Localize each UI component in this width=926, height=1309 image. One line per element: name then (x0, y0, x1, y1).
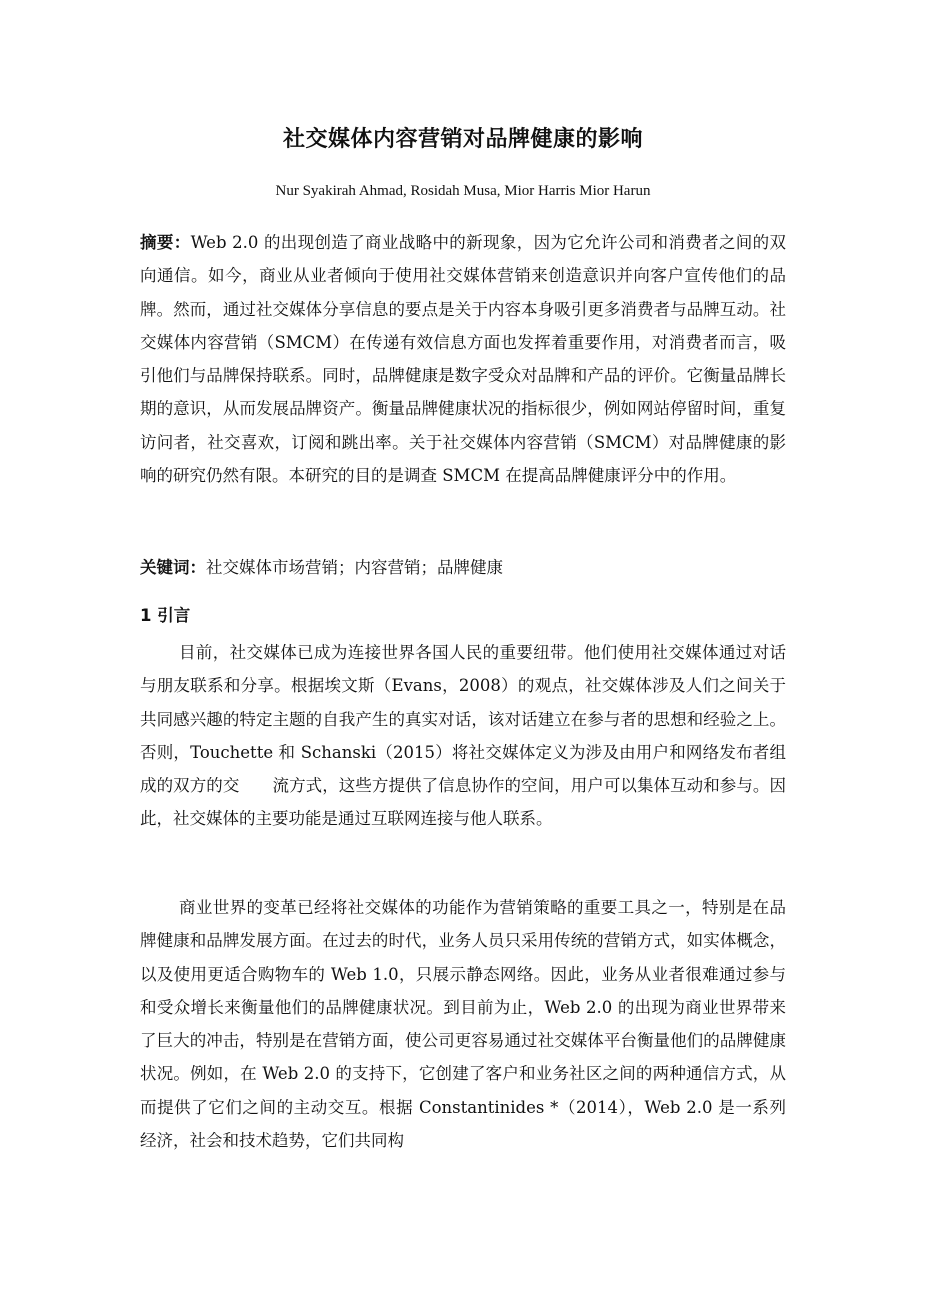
introduction-paragraph-2: 商业世界的变革已经将社交媒体的功能作为营销策略的重要工具之一，特别是在品牌健康和品牌发展方面。在过去的时代，业务人员只采用传统的营销方式，如实体概念，以及使用更适合购物车的 Web 1.0，只展示静态网络。因此，业务从业者很难通过参与和受众增长来衡量他们的品牌健康状况。到目前为止，Web 2.0 的出现为商业世界带来了巨大的冲击，特别是在营销方面，使公司更容易通过社交媒体平台衡量他们的品牌健康状况。例如，在 Web 2.0 的支持下，它创建了客户和业务社区之间的两种通信方式，从而提供了它们之间的主动交互。根据 Constantinides *（2014），Web 2.0 是一系列经济，社会和技术趋势，它们共同构 (140, 898, 786, 1151)
keywords-block (140, 551, 786, 584)
paper-title: 社交媒体内容营销对品牌健康的影响 (282, 127, 643, 152)
keywords-text: 社交媒体市场营销；内容营销；品牌健康 (206, 558, 503, 577)
abstract-label: 摘要： (140, 233, 191, 252)
paper-authors: Nur Syakirah Ahmad, Rosidah Musa, Mior Harris Mior Harun (275, 183, 651, 199)
section-heading-introduction: 1 引言 (140, 606, 191, 625)
abstract-block (140, 226, 786, 492)
abstract-text: Web 2.0 的出现创造了商业战略中的新现象，因为它允许公司和消费者之间的双向通信。如今，商业从业者倾向于使用社交媒体营销来创造意识并向客户宣传他们的品牌。然而，通过社交媒体分享信息的要点是关于内容本身吸引更多消费者与品牌互动。社交媒体内容营销（SMCM）在传递有效信息方面也发挥着重要作用，对消费者而言，吸引他们与品牌保持联系。同时，品牌健康是数字受众对品牌和产品的评价。它衡量品牌长期的意识，从而发展品牌资产。衡量品牌健康状况的指标很少，例如网站停留时间，重复访问者，社交喜欢，订阅和跳出率。关于社交媒体内容营销（SMCM）对品牌健康的影响的研究仍然有限。本研究的目的是调查 SMCM 在提高品牌健康评分中的作用。 (140, 233, 787, 486)
introduction-paragraph-1: 目前，社交媒体已成为连接世界各国人民的重要纽带。他们使用社交媒体通过对话与朋友联系和分享。根据埃文斯（Evans，2008）的观点，社交媒体涉及人们之间关于共同感兴趣的特定主题的自我产生的真实对话，该对话建立在参与者的思想和经验之上。否则，Touchette 和 Schanski（2015）将社交媒体定义为涉及由用户和网络发布者组成的双方的交 流方式，这些方提供了信息协作的空间，用户可以集体互动和参与。因此，社交媒体的主要功能是通过互联网连接与他人联系。 (140, 643, 786, 829)
keywords-label: 关键词： (140, 558, 206, 577)
